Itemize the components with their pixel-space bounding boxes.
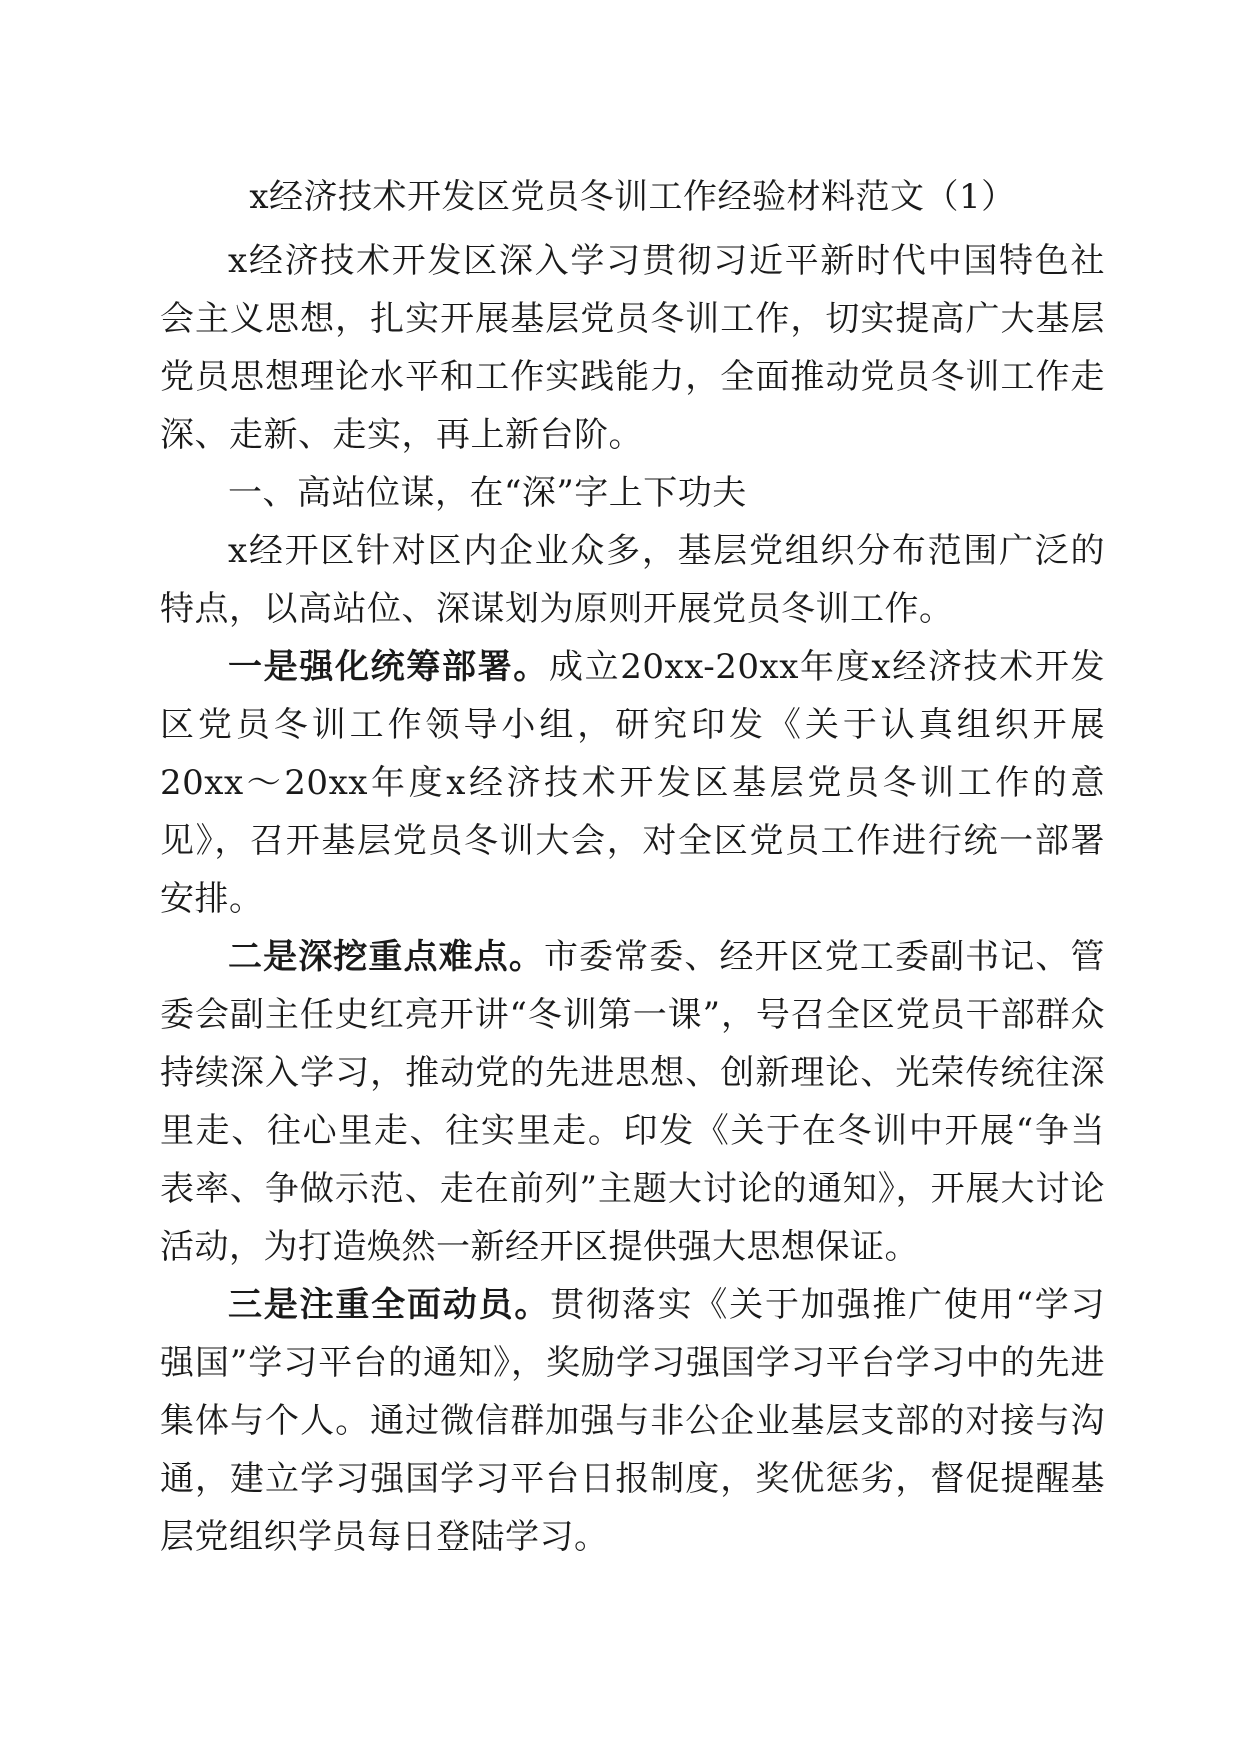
item-paragraph-1 [160, 638, 1105, 928]
document-title: x经济技术开发区党员冬训工作经验材料范文（1） [249, 177, 1016, 217]
item-paragraph-2 [160, 928, 1105, 1276]
item-lead-2: 二是深挖重点难点。 [228, 937, 544, 977]
section-intro-paragraph: x经开区针对区内企业众多，基层党组织分布范围广泛的特点，以高站位、深谋划为原则开展党员冬训工作。 [160, 531, 1105, 629]
item-lead-1: 一是强化统筹部署。 [228, 647, 549, 687]
item-text-3: 贯彻落实《关于加强推广使用“学习强国”学习平台的通知》，奖励学习强国学习平台学习中的先进集体与个人。通过微信群加强与非公企业基层支部的对接与沟通，建立学习强国学习平台日报制度，奖优惩劣，督促提醒基层党组织学员每日登陆学习。 [160, 1285, 1105, 1557]
item-paragraph-3 [160, 1276, 1105, 1566]
item-text-1: 成立20xx-20xx年度x经济技术开发区党员冬训工作领导小组，研究印发《关于认真组织开展20xx～20xx年度x经济技术开发区基层党员冬训工作的意见》，召开基层党员冬训大会，对全区党员工作进行统一部署安排。 [160, 647, 1106, 919]
document-page [160, 168, 1105, 1566]
item-text-2: 市委常委、经开区党工委副书记、管委会副主任史红亮开讲“冬训第一课”，号召全区党员干部群众持续深入学习，推动党的先进思想、创新理论、光荣传统往深里走、往心里走、往实里走。印发《关于在冬训中开展“争当表率、争做示范、走在前列”主题大讨论的通知》，开展大讨论活动，为打造焕然一新经开区提供强大思想保证。 [160, 937, 1105, 1267]
item-lead-3: 三是注重全面动员。 [228, 1285, 551, 1325]
intro-paragraph: x经济技术开发区深入学习贯彻习近平新时代中国特色社会主义思想，扎实开展基层党员冬训工作，切实提高广大基层党员思想理论水平和工作实践能力，全面推动党员冬训工作走深、走新、走实，再上新台阶。 [160, 241, 1105, 455]
section-heading: 一、高站位谋，在“深”字上下功夫 [228, 473, 747, 513]
